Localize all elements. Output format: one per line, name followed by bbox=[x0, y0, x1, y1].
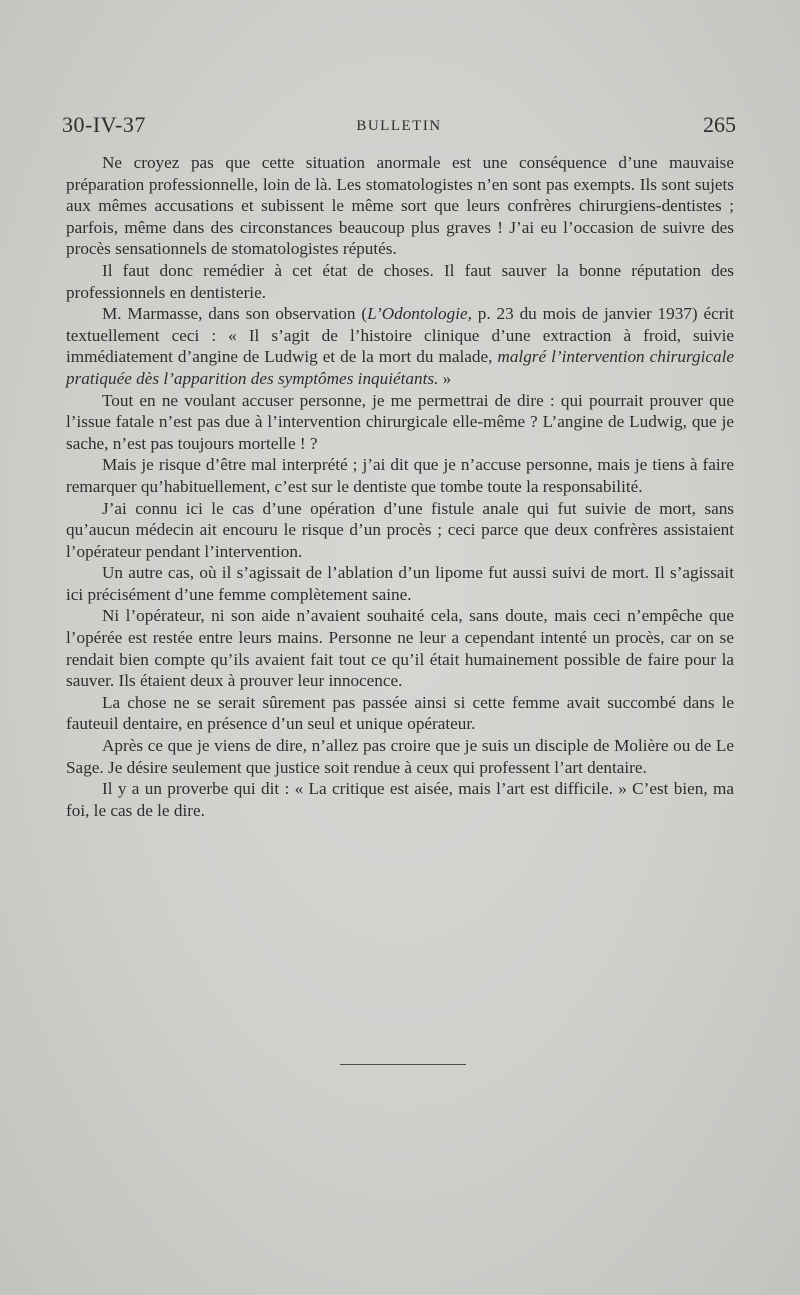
paragraph-8: Ni l’opérateur, ni son aide n’avaient souhaité cela, sans doute, mais ceci n’empêche que l’opérée est restée entre leurs mains. Personne ne leur a cependant intenté un procès, car on se rendait bien compte qu’ils avaient fait tout ce qu’il était humainement possible de faire pour la sauver. Ils étaient deux à prouver leur innocence. bbox=[66, 606, 734, 691]
header-date: 30-IV-37 bbox=[62, 112, 146, 137]
page-number: 265 bbox=[703, 112, 736, 137]
paragraph-6: J’ai connu ici le cas d’une opération d’une fistule anale qui fut suivie de mort, sans qu’aucun médecin ait encouru le risque d’un procès ; ceci parce que deux confrères assistaient l’opérateur pendant l’intervention. bbox=[66, 498, 734, 561]
paragraph-10: Après ce que je viens de dire, n’allez pas croire que je suis un disciple de Molière ou de Le Sage. Je désire seulement que justice soit rendue à ceux qui professent l’art dentaire. bbox=[66, 736, 734, 777]
header-title: BULLETIN bbox=[356, 118, 442, 134]
paragraph-11: Il y a un proverbe qui dit : « La critique est aisée, mais l’art est difficile. » C’est bien, ma foi, le cas de le dire. bbox=[66, 779, 734, 820]
paragraph-3 bbox=[66, 303, 734, 389]
running-header bbox=[62, 112, 736, 146]
paragraph-1: Ne croyez pas que cette situation anormale est une conséquence d’une mauvaise préparation professionnelle, loin de là. Les stomatologistes n’en sont pas exempts. Ils sont sujets aux mêmes accusations et subissent le même sort que leurs confrères chirurgiens-dentistes ; parfois, même dans des circonstances beaucoup plus graves ! J’ai eu l’occasion de suivre des procès sensationnels de stomatologistes réputés. bbox=[66, 153, 734, 259]
quoted-emphasis: malgré l’intervention chirurgicale pratiquée dès l’apparition des symptômes inquiétants. bbox=[66, 347, 734, 388]
paragraph-2: Il faut donc remédier à cet état de choses. Il faut sauver la bonne réputation des professionnels en dentisterie. bbox=[66, 260, 734, 302]
article-body bbox=[66, 152, 734, 821]
section-end-rule bbox=[340, 1064, 466, 1065]
paragraph-3-text-e: » bbox=[438, 368, 452, 388]
paragraph-5: Mais je risque d’être mal interprété ; j’ai dit que je n’accuse personne, mais je tiens à faire remarquer qu’habituellement, c’est sur le dentiste que tombe toute la responsabilité. bbox=[66, 455, 734, 496]
paragraph-9: La chose ne se serait sûrement pas passée ainsi si cette femme avait succombé dans le fauteuil dentaire, en présence d’un seul et unique opérateur. bbox=[66, 692, 734, 734]
paragraph-3-text-a: M. Marmasse, dans son observation ( bbox=[102, 304, 368, 324]
paragraph-7: Un autre cas, où il s’agissait de l’ablation d’un lipome fut aussi suivi de mort. Il s’agissait ici précisément d’une femme complètement saine. bbox=[66, 563, 734, 604]
paragraph-3-text-c: p. 23 du mois de janvier 1937) écrit textuellement ceci : « Il s’agit de l’histoire clinique d’une extraction à froid, suivie immédiatement d’angine de Ludwig et de la mort du malade, bbox=[66, 304, 734, 367]
journal-title: L’Odontologie, bbox=[367, 304, 472, 324]
paragraph-4: Tout en ne voulant accuser personne, je me permettrai de dire : qui pourrait prouver que l’issue fatale n’est pas due à l’intervention chirurgicale elle-même ? L’angine de Ludwig, que je sache, n’est pas toujours mortelle ! ? bbox=[66, 390, 734, 453]
